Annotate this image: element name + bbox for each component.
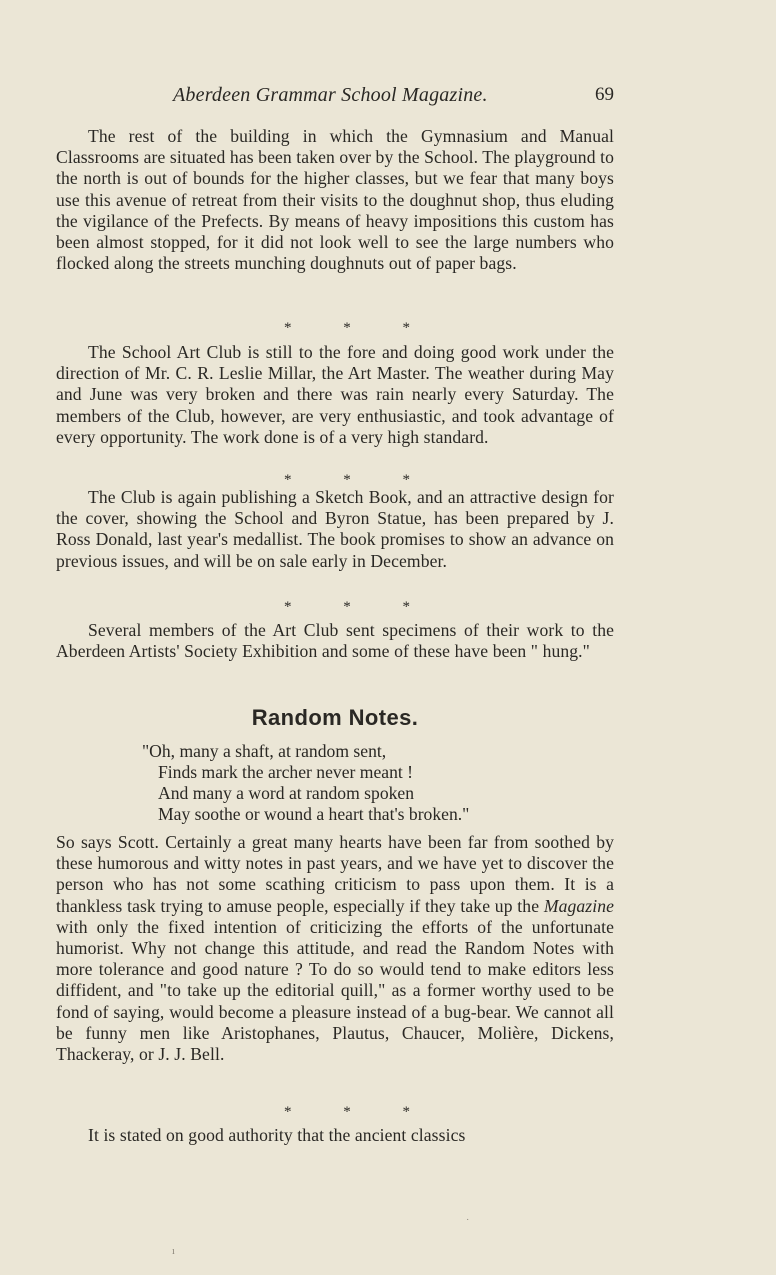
page-speck: ˙ (466, 1218, 470, 1229)
section-heading-block (56, 705, 614, 731)
text-block-4 (56, 620, 614, 662)
verse-line: Finds mark the archer never meant ! (158, 762, 414, 782)
separator-stars: * * * (284, 472, 434, 488)
section-title: Random Notes. (251, 705, 419, 730)
paragraph-sketch-book: The Club is again publishing a Sketch Book, and an attractive design for the cover, showing the School and Byron Statue, has been prepared by J. Ross Donald, last year's medallist. The book promises to show an advance on previous issues, and will be on sale early in December. (56, 487, 614, 571)
page-number: 69 (595, 84, 614, 105)
running-head-title: Aberdeen Grammar School Magazine. (173, 84, 488, 106)
magazine-italic: Magazine (543, 895, 614, 916)
text-block-5 (56, 832, 614, 1065)
paragraph-exhibition: Several members of the Art Club sent specimens of their work to the Aberdeen Artists' Society Exhibition and some of these have been " hung." (56, 620, 614, 662)
paragraph-text: So says Scott. Certainly a great many hearts have been far from soothed by these humorous and witty notes in past years, and we have yet to discover the person who has not some scathing criticism to pass upon them. It is a thankless task trying to amuse people, especially if they take up the (56, 832, 614, 916)
separator-stars: * * * (284, 320, 434, 336)
text-block-2 (56, 342, 614, 448)
paragraph-art-club: The School Art Club is still to the fore and doing good work under the direction of Mr. C. R. Leslie Millar, the Art Master. The weather during May and June was very broken and there was rain nearly every Saturday. The members of the Club, however, are very enthusiastic, and took advantage of every opportunity. The work done is of a very high standard. (56, 342, 614, 447)
running-head (56, 84, 614, 108)
text-block-3 (56, 487, 614, 572)
paragraph-ancient-classics: It is stated on good authority that the ancient classics (88, 1125, 466, 1145)
paragraph-text: with only the fixed intention of criticizing the efforts of the unfortunate humorist. Why not change this attitude, and read the Random Notes with more tolerance and good nature ? To do so would tend to make editors less diffident, and "to take up the editorial quill," as a former worthy used to be fond of saying, would become a pleasure instead of a bug-bear. We cannot all be funny men like Aristophanes, Plautus, Chaucer, Molière, Dickens, Thackeray, or J. J. Bell. (56, 916, 614, 1065)
paragraph-gymnasium: The rest of the building in which the Gymnasium and Manual Classrooms are situated has been taken over by the School. The playground to the north is out of bounds for the higher classes, but we fear that many boys use this avenue of retreat from their visits to the doughnut shop, thus eluding the vigilance of the Prefects. By means of heavy impositions this custom has been almost stopped, for it did not look well to see the large numbers who flocked along the streets munching doughnuts out of paper bags. (56, 126, 614, 274)
verse-line: And many a word at random spoken (158, 783, 415, 803)
verse-quote (142, 741, 612, 825)
text-block-6 (56, 1125, 614, 1146)
paragraph-so-says-scott (56, 832, 614, 1065)
separator-stars: * * * (284, 599, 434, 615)
page-speck: ı (172, 1246, 175, 1257)
text-block-1 (56, 126, 614, 274)
verse-line: May soothe or wound a heart that's broken." (158, 804, 470, 824)
separator-stars: * * * (284, 1104, 434, 1120)
verse-block (142, 741, 612, 825)
verse-line: "Oh, many a shaft, at random sent, (142, 741, 387, 761)
